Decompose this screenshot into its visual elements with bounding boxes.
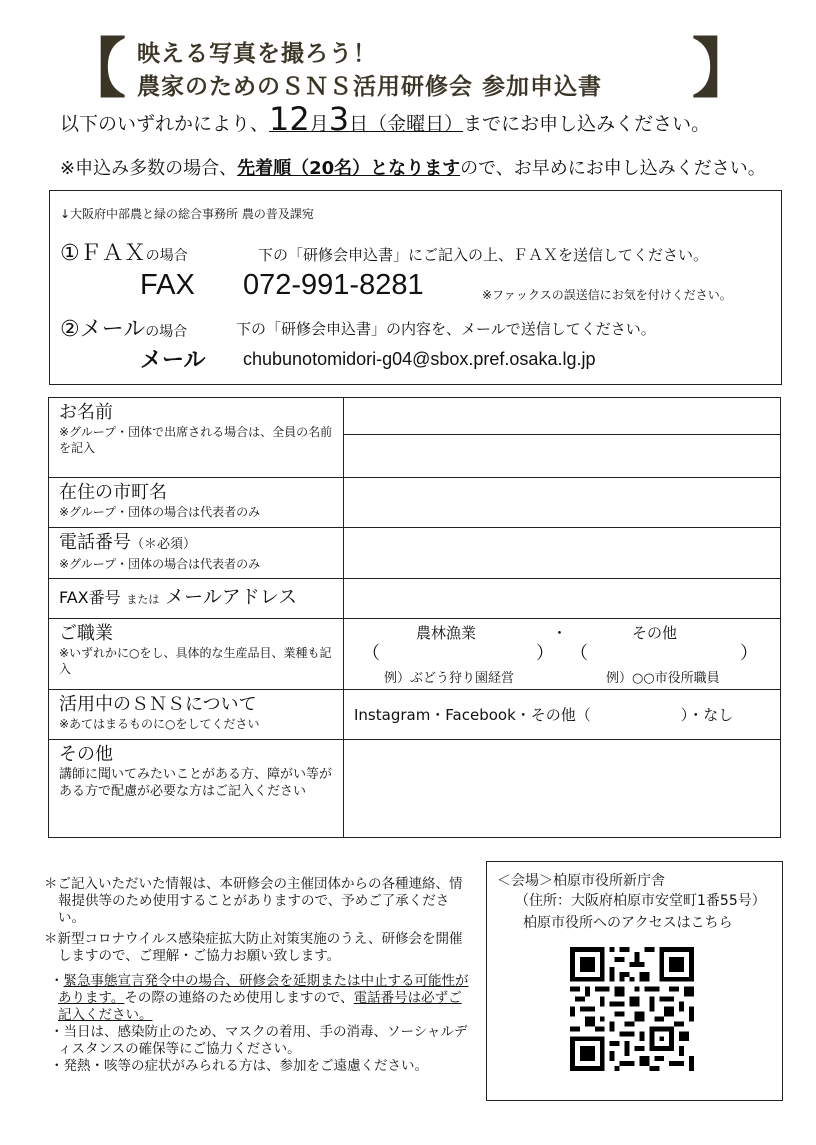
deadline-prefix: 以下のいずれかにより、 (60, 113, 270, 135)
note-emergency-underline-2: 電話番号は必ずご記入ください。 (58, 990, 462, 1023)
city-label: 在住の市町名 (59, 482, 167, 503)
faxmail-field[interactable] (344, 579, 781, 619)
deadline-month: 12 (269, 100, 310, 138)
left-bracket: 【 (62, 33, 126, 107)
fax-instruction: 下の「研修会申込書」にご記入の上、ＦＡＸを送信してください。 (258, 246, 709, 264)
deadline-line (60, 100, 710, 138)
phone-label-cell (49, 528, 344, 579)
deadline-day-unit: 日 (349, 113, 369, 135)
deadline-day: 3 (328, 100, 350, 138)
job-option-separator: ・ (552, 624, 568, 642)
venue-address: （住所：大阪府柏原市安堂町1番55号） (515, 893, 766, 909)
sns-field[interactable]: Instagram・Facebook・その他（ ）・なし (344, 690, 781, 740)
name-label: お名前 (59, 402, 113, 423)
job-field[interactable] (344, 619, 781, 690)
phone-required: （＊必須） (131, 537, 197, 552)
notes-block (44, 876, 472, 1075)
name-note: ※グループ・団体で出席される場合は、全員の名前を記入 (59, 425, 333, 455)
right-bracket: 】 (692, 33, 756, 107)
fax-method-big: ①ＦＡＸ (60, 241, 146, 266)
sns-label-cell (49, 690, 344, 740)
application-form (48, 397, 781, 838)
city-label-cell (49, 478, 344, 528)
phone-note: ※グループ・団体の場合は代表者のみ (59, 557, 261, 571)
job-paren-open-2: （ (570, 643, 588, 664)
mail-method-big: ②メール (60, 317, 146, 342)
mail-address[interactable]: chubunotomidori-g04@sbox.pref.osaka.lg.jp (243, 349, 596, 369)
faxmail-label-a: FAX番号 (59, 588, 121, 607)
notice-line (60, 154, 766, 180)
job-label-cell (49, 619, 344, 690)
fax-number: 072-991-8281 (243, 269, 424, 301)
job-paren-open-1: （ (362, 643, 380, 664)
note-emergency-middle: その際の連絡のため使用しますので、 (124, 990, 354, 1006)
mail-title: メール (140, 348, 206, 373)
deadline-suffix: までにお申し込みください。 (463, 113, 711, 135)
fax-method-label (60, 236, 188, 267)
fax-title: FAX (140, 269, 195, 301)
mail-instruction: 下の「研修会申込書」の内容を、メールで送信してください。 (236, 320, 656, 338)
faxmail-label-line (59, 586, 333, 611)
notice-suffix: ので、お早めにお申し込みください。 (460, 158, 766, 179)
faxmail-label-cell (49, 579, 344, 619)
note-emergency-bullet: ・ (50, 973, 64, 989)
deadline-date (269, 100, 464, 138)
mail-method-small: の場合 (145, 324, 188, 340)
note-emergency (44, 973, 472, 1024)
city-field[interactable] (344, 478, 781, 528)
deadline-weekday: （金曜日） (368, 113, 464, 135)
venue-access-text: 柏原市役所へのアクセスはこちら (523, 915, 733, 931)
phone-label: 電話番号 (59, 532, 131, 553)
note-privacy: ＊ご記入いただいた情報は、本研修会の主催団体からの各種連絡、情報提供等のため使用することがありますので、予めご了承ください。 (44, 876, 463, 926)
faxmail-label-or: または (126, 593, 160, 606)
note-covid: ＊新型コロナウイルス感染症拡大防止対策実施のうえ、研修会を開催しますので、ご理解・ご協力お願い致します。 (44, 931, 463, 964)
venue-name: ＜会場＞柏原市役所新庁舎 (497, 873, 665, 889)
note-fever: ・発熱・咳等の症状がみられる方は、参加をご遠慮ください。 (50, 1058, 428, 1074)
name-field-row-2[interactable] (344, 435, 780, 477)
fax-method-small: の場合 (145, 248, 188, 264)
job-option-farming[interactable]: 農林漁業 (416, 624, 477, 642)
job-example-2: 例）○○市役所職員 (606, 671, 720, 686)
job-paren-close-2: ） (740, 643, 758, 664)
deadline-month-unit: 月 (309, 113, 329, 135)
contact-box (49, 190, 782, 385)
fax-note: ※ファックスの誤送信にお気を付けください。 (482, 288, 732, 302)
contact-to: ↓大阪府中部農と緑の総合事務所 農の普及課宛 (60, 207, 314, 221)
job-option-other[interactable]: その他 (632, 624, 678, 642)
phone-field[interactable] (344, 528, 781, 579)
qr-code-icon[interactable] (570, 947, 694, 1071)
sns-note: ※あてはまるものに○をしてください (59, 717, 260, 731)
title-line1: 映える写真を撮ろう！ (137, 41, 377, 67)
phone-label-line (59, 532, 333, 556)
name-label-cell (49, 398, 344, 478)
sns-label: 活用中のＳＮＳについて (59, 694, 257, 715)
other-field[interactable] (344, 740, 781, 838)
name-field-row-1[interactable] (344, 398, 780, 435)
other-note: 講師に聞いてみたいことがある方、障がい等がある方で配慮が必要な方はご記入ください (59, 767, 333, 799)
notice-bold: 先着順（20名）となります (237, 158, 461, 179)
city-note: ※グループ・団体の場合は代表者のみ (59, 505, 261, 519)
job-note: ※いずれかに○をし、具体的な生産品目、業種も記入 (59, 646, 332, 676)
note-prevention: ・当日は、感染防止のため、マスクの着用、手の消毒、ソーシャルディスタンスの確保等にご協力ください。 (50, 1024, 468, 1057)
other-label: その他 (59, 744, 113, 765)
note-emergency-underline-1: 緊急事態宣言発令中の場合、研修会を延期または中止する可能性があります。 (58, 973, 469, 1006)
title-line2: 農家のためのＳＮＳ活用研修会 参加申込書 (137, 74, 603, 100)
job-paren-close-1: ） (536, 643, 554, 664)
job-label: ご職業 (59, 623, 113, 644)
job-example-1: 例）ぶどう狩り園経営 (384, 671, 515, 686)
other-label-cell (49, 740, 344, 838)
notice-prefix: ※申込み多数の場合、 (60, 158, 238, 179)
name-field[interactable] (344, 398, 781, 478)
mail-method-label (60, 312, 187, 343)
faxmail-label-b: メールアドレス (165, 586, 298, 608)
